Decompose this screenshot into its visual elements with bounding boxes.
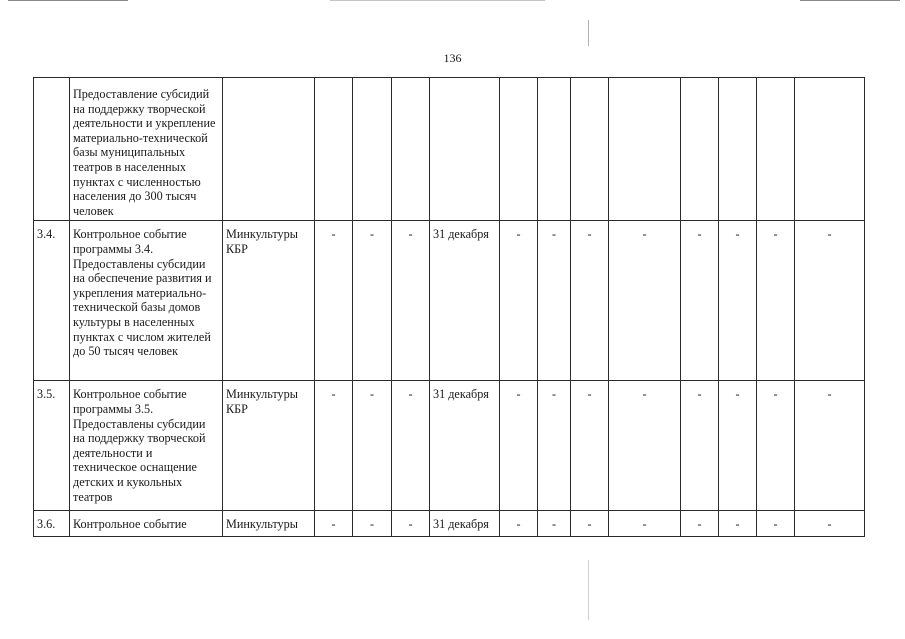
table-cell — [353, 78, 392, 221]
table-cell — [500, 78, 538, 221]
table-cell: - — [609, 511, 681, 537]
row-executor: Минкультуры — [223, 511, 315, 537]
table-cell: - — [757, 511, 795, 537]
table-cell: - — [500, 221, 538, 381]
table-cell: - — [795, 381, 865, 511]
table-cell — [609, 78, 681, 221]
table-cell: - — [353, 381, 392, 511]
scan-speck — [588, 560, 589, 620]
table-cell: - — [609, 221, 681, 381]
table-cell: - — [571, 381, 609, 511]
table-cell: - — [757, 221, 795, 381]
table-row — [34, 221, 865, 381]
scan-artifact-line — [330, 0, 545, 1]
table-cell: 31 декабря — [430, 221, 500, 381]
table-cell: - — [315, 221, 353, 381]
table-cell — [315, 78, 353, 221]
table-cell — [719, 78, 757, 221]
row-number — [34, 78, 70, 221]
table-cell — [571, 78, 609, 221]
table-cell: - — [681, 511, 719, 537]
table-cell: - — [571, 511, 609, 537]
row-description: Контрольное событие — [70, 511, 223, 537]
scan-artifact-line — [8, 0, 128, 1]
row-executor — [223, 78, 315, 221]
page-number: 136 — [443, 51, 462, 65]
table-cell: - — [538, 221, 571, 381]
table-cell — [795, 78, 865, 221]
table-cell: - — [538, 381, 571, 511]
table-row — [34, 78, 865, 221]
table-cell: - — [392, 221, 430, 381]
table-cell: - — [719, 221, 757, 381]
table-row — [34, 511, 865, 537]
table-row — [34, 381, 865, 511]
table-cell — [538, 78, 571, 221]
table-cell: - — [795, 511, 865, 537]
table-cell: - — [500, 511, 538, 537]
table-cell: - — [571, 221, 609, 381]
table-cell: - — [500, 381, 538, 511]
table-cell: - — [538, 511, 571, 537]
row-description: Предоставление субсидий на поддержку творческой деятельности и укрепление материально-технической базы муниципальных театров в населенных пунктах с численностью населения до 300 тысяч человек — [70, 78, 223, 221]
table-cell: - — [392, 511, 430, 537]
table-cell: - — [353, 221, 392, 381]
table-cell: - — [609, 381, 681, 511]
plan-table — [33, 77, 865, 537]
row-number: 3.4. — [34, 221, 70, 381]
scan-artifact-line — [800, 0, 900, 1]
table-cell: - — [719, 511, 757, 537]
row-description: Контрольное событие программы 3.4. Предоставлены субсидии на обеспечение развития и укрепления материально-технической базы домов культуры в населенных пунктах с числом жителей до 50 тысяч человек — [70, 221, 223, 381]
table-cell — [681, 78, 719, 221]
row-number: 3.6. — [34, 511, 70, 537]
table-cell: - — [353, 511, 392, 537]
row-number: 3.5. — [34, 381, 70, 511]
table-cell: 31 декабря — [430, 511, 500, 537]
table-cell: - — [315, 381, 353, 511]
table-cell: - — [315, 511, 353, 537]
table-cell: - — [757, 381, 795, 511]
table-cell — [430, 78, 500, 221]
row-executor: Минкультуры КБР — [223, 381, 315, 511]
table-cell: - — [681, 221, 719, 381]
table-cell: - — [795, 221, 865, 381]
row-description: Контрольное событие программы 3.5. Предоставлены субсидии на поддержку творческой деятельности и техническое оснащение детских и кукольных театров — [70, 381, 223, 511]
row-executor: Минкультуры КБР — [223, 221, 315, 381]
scan-speck — [588, 20, 589, 46]
table-cell: 31 декабря — [430, 381, 500, 511]
table-cell: - — [719, 381, 757, 511]
table-cell: - — [392, 381, 430, 511]
table-cell — [757, 78, 795, 221]
table-cell — [392, 78, 430, 221]
table-cell: - — [681, 381, 719, 511]
